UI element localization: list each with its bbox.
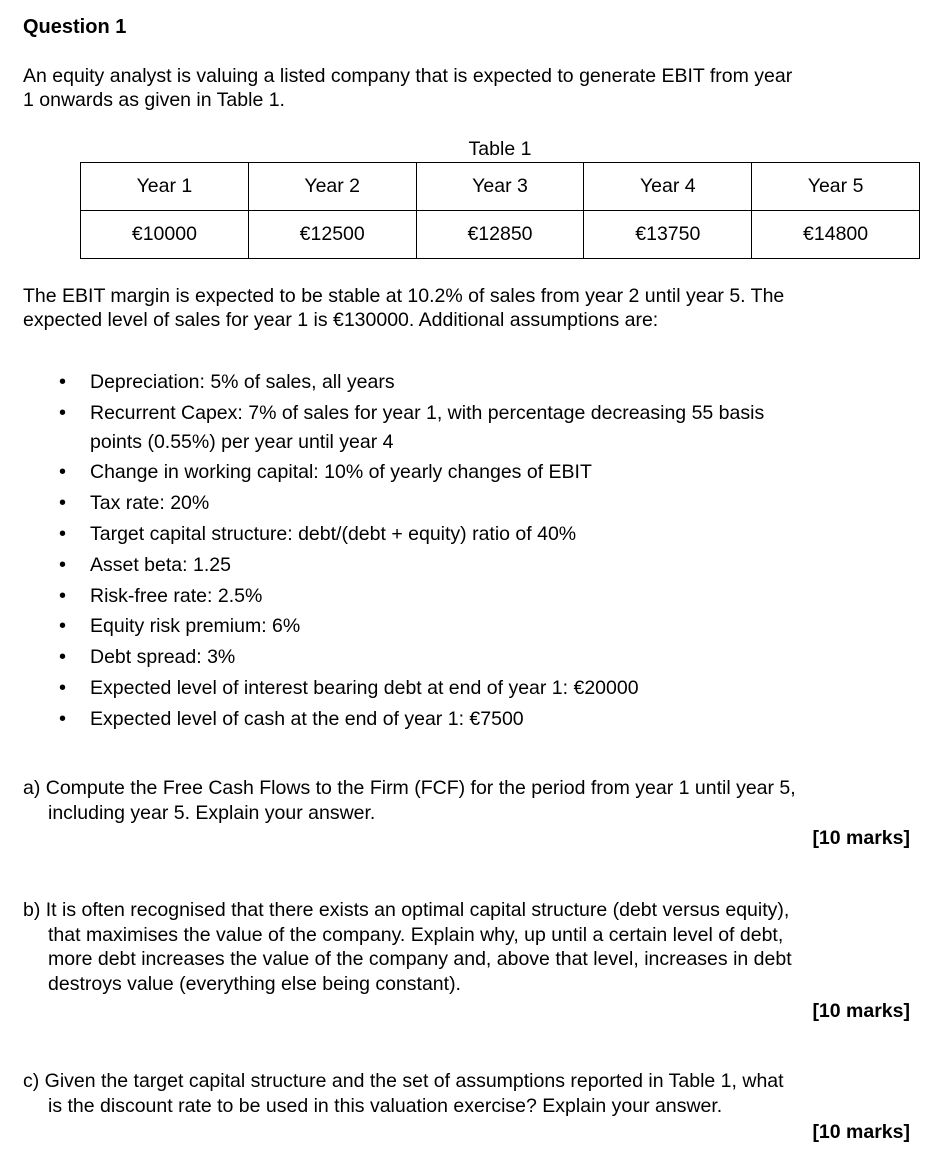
bullet-icon: • bbox=[59, 461, 67, 484]
ebit-year-3: €12850 bbox=[416, 211, 584, 259]
header-year-2: Year 2 bbox=[248, 163, 416, 211]
question-heading: Question 1 bbox=[23, 16, 127, 38]
intro-line-1: An equity analyst is valuing a listed company that is expected to generate EBIT from year bbox=[23, 65, 793, 87]
question-a-line-2: including year 5. Explain your answer. bbox=[48, 801, 376, 824]
ebit-table bbox=[80, 162, 920, 259]
ebit-table-header-row bbox=[81, 163, 920, 211]
question-b-line-2: that maximises the value of the company. Explain why, up until a certain level of debt, bbox=[48, 923, 784, 946]
question-b bbox=[23, 898, 908, 996]
assumption-item: • Tax rate: 20% bbox=[0, 488, 870, 519]
header-year-3: Year 3 bbox=[416, 163, 584, 211]
margin-paragraph bbox=[23, 284, 784, 332]
intro-line-2: 1 onwards as given in Table 1. bbox=[23, 89, 285, 111]
bullet-icon: • bbox=[59, 646, 67, 669]
ebit-year-4: €13750 bbox=[584, 211, 752, 259]
question-a bbox=[23, 776, 908, 825]
assumption-item: • Debt spread: 3% bbox=[0, 642, 870, 673]
assumption-item: • Target capital structure: debt/(debt + equity) ratio of 40% bbox=[0, 519, 870, 550]
question-b-marks: [10 marks] bbox=[812, 1000, 910, 1022]
bullet-icon: • bbox=[59, 371, 67, 393]
assumption-item: • Equity risk premium: 6% bbox=[0, 611, 870, 642]
question-a-marks: [10 marks] bbox=[812, 827, 910, 849]
assumption-item: • Expected level of cash at the end of year 1: €7500 bbox=[0, 704, 870, 735]
table-caption: Table 1 bbox=[468, 138, 532, 160]
header-year-5: Year 5 bbox=[752, 163, 920, 211]
ebit-year-5: €14800 bbox=[752, 211, 920, 259]
ebit-year-2: €12500 bbox=[248, 211, 416, 259]
header-year-1: Year 1 bbox=[81, 163, 249, 211]
ebit-table-value-row bbox=[81, 211, 920, 259]
assumption-item: • Asset beta: 1.25 bbox=[0, 550, 870, 581]
bullet-icon: • bbox=[59, 615, 67, 638]
question-a-line-1: a) Compute the Free Cash Flows to the Firm (FCF) for the period from year 1 until year 5, bbox=[23, 777, 796, 799]
assumption-item: • Change in working capital: 10% of yearly changes of EBIT bbox=[0, 457, 870, 488]
bullet-icon: • bbox=[59, 553, 67, 576]
question-c bbox=[23, 1069, 908, 1118]
bullet-icon: • bbox=[59, 584, 67, 607]
header-year-4: Year 4 bbox=[584, 163, 752, 211]
assumption-item: • Expected level of interest bearing debt at end of year 1: €20000 bbox=[0, 673, 870, 704]
margin-line-1: The EBIT margin is expected to be stable at 10.2% of sales from year 2 until year 5. The bbox=[23, 285, 785, 307]
assumptions-list bbox=[0, 367, 930, 735]
question-b-line-4: destroys value (everything else being constant). bbox=[48, 972, 461, 995]
intro-paragraph bbox=[23, 64, 792, 112]
question-c-line-1: c) Given the target capital structure and the set of assumptions reported in Table 1, what bbox=[23, 1070, 784, 1092]
assumption-item: • Recurrent Capex: 7% of sales for year 1, with percentage decreasing 55 basis points (0.55%) per year until year 4 bbox=[0, 398, 870, 458]
bullet-icon: • bbox=[59, 522, 67, 545]
ebit-year-1: €10000 bbox=[81, 211, 249, 259]
bullet-icon: • bbox=[59, 676, 67, 699]
bullet-icon: • bbox=[59, 401, 67, 424]
question-c-marks: [10 marks] bbox=[812, 1121, 910, 1143]
margin-line-2: expected level of sales for year 1 is €130000. Additional assumptions are: bbox=[23, 309, 659, 331]
question-b-line-3: more debt increases the value of the company and, above that level, increases in debt bbox=[48, 948, 792, 970]
question-b-line-1: b) It is often recognised that there exists an optimal capital structure (debt versus equity), bbox=[23, 899, 790, 921]
bullet-icon: • bbox=[59, 707, 67, 730]
question-c-line-2: is the discount rate to be used in this valuation exercise? Explain your answer. bbox=[48, 1094, 723, 1117]
assumption-item: • Risk-free rate: 2.5% bbox=[0, 581, 870, 612]
bullet-icon: • bbox=[59, 492, 67, 515]
assumption-item: • Depreciation: 5% of sales, all years bbox=[0, 367, 870, 398]
